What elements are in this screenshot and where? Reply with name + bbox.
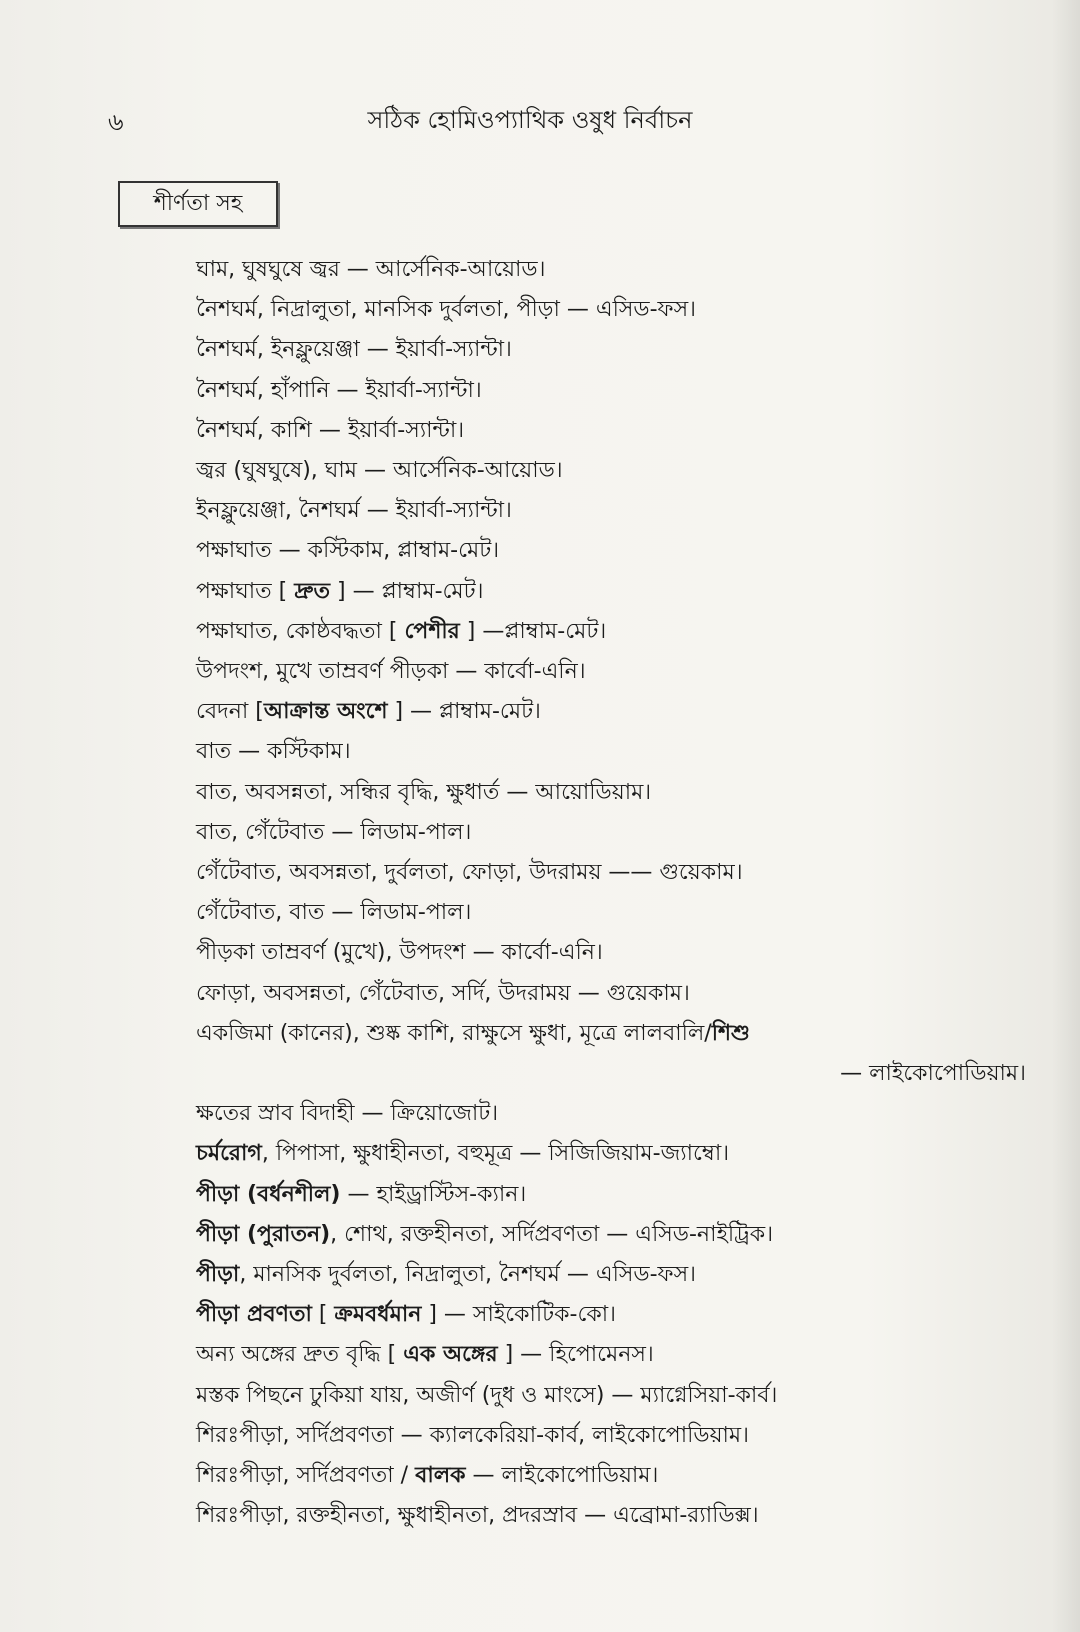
- remedy-entry: [196, 1215, 1026, 1255]
- entry-text: গেঁটেবাত, অবসন্নতা, দুর্বলতা, ফোড়া, উদরাময় —— গুয়েকাম।: [196, 860, 743, 886]
- remedy-entry: [196, 1335, 1026, 1375]
- entry-text: একজিমা (কানের), শুষ্ক কাশি, রাক্ষুসে ক্ষুধা, মূত্রে লালবালি/: [196, 1020, 712, 1046]
- running-title: সঠিক হোমিওপ্যাথিক ওষুধ নির্বাচন: [367, 106, 693, 134]
- remedy-entry: [196, 1456, 1026, 1496]
- page-edge-shadow: [1052, 0, 1080, 1632]
- remedy-entry: [196, 1416, 1026, 1456]
- entry-text: ] — প্লাম্বাম-মেট।: [330, 578, 484, 604]
- entry-text: ] — সাইকোটিক-কো।: [421, 1302, 617, 1328]
- entry-text: , পিপাসা, ক্ষুধাহীনতা, বহুমূত্র — সিজিজিয়াম-জ্যাম্বো।: [261, 1141, 730, 1167]
- entry-text: শিরঃপীড়া, রক্তহীনতা, ক্ষুধাহীনতা, প্রদরস্রাব — এব্রোমা-র‍্যাডিক্স।: [196, 1503, 759, 1529]
- entry-text: ] —প্লাম্বাম-মেট।: [459, 618, 607, 644]
- entry-text: শিরঃপীড়া, সর্দিপ্রবণতা /: [196, 1463, 416, 1489]
- section-heading: শীর্ণতা সহ: [153, 190, 243, 216]
- entry-text: — হাইড্রাস্টিস-ক্যান।: [340, 1181, 527, 1207]
- section-heading-box: [118, 181, 278, 227]
- entry-bold-text: পেশীর: [404, 618, 460, 644]
- remedy-entry: [196, 692, 1026, 732]
- remedy-entry-list: [196, 250, 1026, 1537]
- entry-text: পক্ষাঘাত — কস্টিকাম, প্লাম্বাম-মেট।: [196, 538, 500, 564]
- remedy-entry: [196, 1496, 1026, 1536]
- entry-text: ঘাম, ঘুষঘুষে জ্বর — আর্সেনিক-আয়োড।: [196, 257, 546, 282]
- entry-text: ফোড়া, অবসন্নতা, গেঁটেবাত, সর্দি, উদরাময় — গুয়েকাম।: [196, 980, 690, 1006]
- remedy-entry: [196, 893, 1026, 933]
- remedy-entry: [196, 853, 1026, 893]
- entry-text: মস্তক পিছনে ঢুকিয়া যায়, অজীর্ণ (দুধ ও মাংসে) — ম্যাগ্নেসিয়া-কার্ব।: [196, 1382, 778, 1408]
- entry-bold-text: শিশু: [711, 1020, 750, 1046]
- remedy-entry: [196, 1094, 1026, 1134]
- page-number: ৬: [108, 108, 124, 136]
- entry-text: নৈশঘর্ম, কাশি — ইয়ার্বা-স্যান্টা।: [196, 417, 465, 443]
- remedy-entry: [196, 1014, 1026, 1054]
- entry-text: উপদংশ, মুখে তাম্রবর্ণ পীড়কা — কার্বো-এনি।: [196, 659, 586, 685]
- entry-text: শিরঃপীড়া, সর্দিপ্রবণতা — ক্যালকেরিয়া-কার্ব, লাইকোপোডিয়াম।: [196, 1422, 750, 1448]
- entry-text: বাত — কস্টিকাম।: [196, 739, 351, 765]
- remedy-entry: [196, 813, 1026, 853]
- remedy-entry: [196, 933, 1026, 973]
- remedy-entry: [196, 572, 1026, 612]
- remedy-entry: [196, 371, 1026, 411]
- entry-text: বাত, গেঁটেবাত — লিডাম-পাল।: [196, 819, 472, 845]
- entry-text: নৈশঘর্ম, ইনফ্লুয়েঞ্জা — ইয়ার্বা-স্যান্টা।: [196, 337, 512, 363]
- entry-text: পক্ষাঘাত [: [196, 578, 295, 604]
- entry-text: ] — প্লাম্বাম-মেট।: [387, 699, 541, 725]
- entry-text: বেদনা [: [196, 699, 264, 725]
- remedy-entry: [196, 491, 1026, 531]
- entry-text: ইনফ্লুয়েঞ্জা, নৈশঘর্ম — ইয়ার্বা-স্যান্টা।: [196, 498, 512, 524]
- remedy-entry: [196, 330, 1026, 370]
- remedy-entry: [196, 1175, 1026, 1215]
- remedy-entry: [196, 1295, 1026, 1335]
- remedy-entry: [176, 1054, 1026, 1094]
- remedy-entry: [196, 773, 1026, 813]
- remedy-entry: [196, 1376, 1026, 1416]
- entry-bold-text: বালক: [415, 1463, 466, 1489]
- entry-bold-text: পীড়া প্রবণতা: [196, 1302, 312, 1328]
- remedy-entry: [196, 1255, 1026, 1295]
- entry-text: ক্ষতের স্রাব বিদাহী — ক্রিয়োজোট।: [196, 1101, 499, 1127]
- entry-text: জ্বর (ঘুষঘুষে), ঘাম — আর্সেনিক-আয়োড।: [196, 458, 563, 484]
- remedy-entry: [196, 974, 1026, 1014]
- remedy-entry: [196, 250, 1026, 290]
- entry-text: , শোথ, রক্তহীনতা, সর্দিপ্রবণতা — এসিড-নাইট্রিক।: [330, 1221, 774, 1247]
- entry-text: — লাইকোপোডিয়াম।: [465, 1463, 659, 1489]
- entry-text: — লাইকোপোডিয়াম।: [840, 1061, 1026, 1087]
- remedy-entry: [196, 732, 1026, 772]
- entry-bold-text: চর্মরোগ: [196, 1141, 262, 1167]
- entry-bold-text: পীড়া (বর্ধনশীল): [196, 1181, 341, 1207]
- remedy-entry: [196, 1134, 1026, 1174]
- entry-text: , মানসিক দুর্বলতা, নিদ্রালুতা, নৈশঘর্ম — এসিড-ফস।: [239, 1262, 697, 1288]
- entry-text: নৈশঘর্ম, নিদ্রালুতা, মানসিক দুর্বলতা, পীড়া — এসিড-ফস।: [196, 297, 697, 323]
- remedy-entry: [196, 451, 1026, 491]
- page-header: [0, 98, 1080, 138]
- entry-text: অন্য অঙ্গের দ্রুত বৃদ্ধি [: [196, 1342, 404, 1368]
- entry-text: পক্ষাঘাত, কোষ্ঠবদ্ধতা [: [196, 618, 405, 644]
- entry-text: গেঁটেবাত, বাত — লিডাম-পাল।: [196, 900, 472, 926]
- entry-text: ] — হিপোমেনস।: [497, 1342, 654, 1368]
- remedy-entry: [196, 411, 1026, 451]
- remedy-entry: [196, 612, 1026, 652]
- entry-bold-text: আক্রান্ত অংশে: [263, 699, 388, 725]
- remedy-entry: [196, 290, 1026, 330]
- entry-text: পীড়কা তাম্রবর্ণ (মুখে), উপদংশ — কার্বো-এনি।: [196, 940, 603, 966]
- remedy-entry: [196, 531, 1026, 571]
- entry-text: [: [311, 1302, 335, 1328]
- entry-text: নৈশঘর্ম, হাঁপানি — ইয়ার্বা-স্যান্টা।: [196, 377, 482, 403]
- entry-bold-text: পীড়া (পুরাতন): [196, 1221, 331, 1247]
- entry-bold-text: এক অঙ্গের: [403, 1342, 498, 1368]
- entry-bold-text: পীড়া: [196, 1262, 240, 1288]
- entry-text: বাত, অবসন্নতা, সন্ধির বৃদ্ধি, ক্ষুধার্ত — আয়োডিয়াম।: [196, 779, 652, 805]
- remedy-entry: [196, 652, 1026, 692]
- entry-bold-text: দ্রুত: [294, 578, 331, 604]
- entry-bold-text: ক্রমবর্ধমান: [334, 1302, 422, 1328]
